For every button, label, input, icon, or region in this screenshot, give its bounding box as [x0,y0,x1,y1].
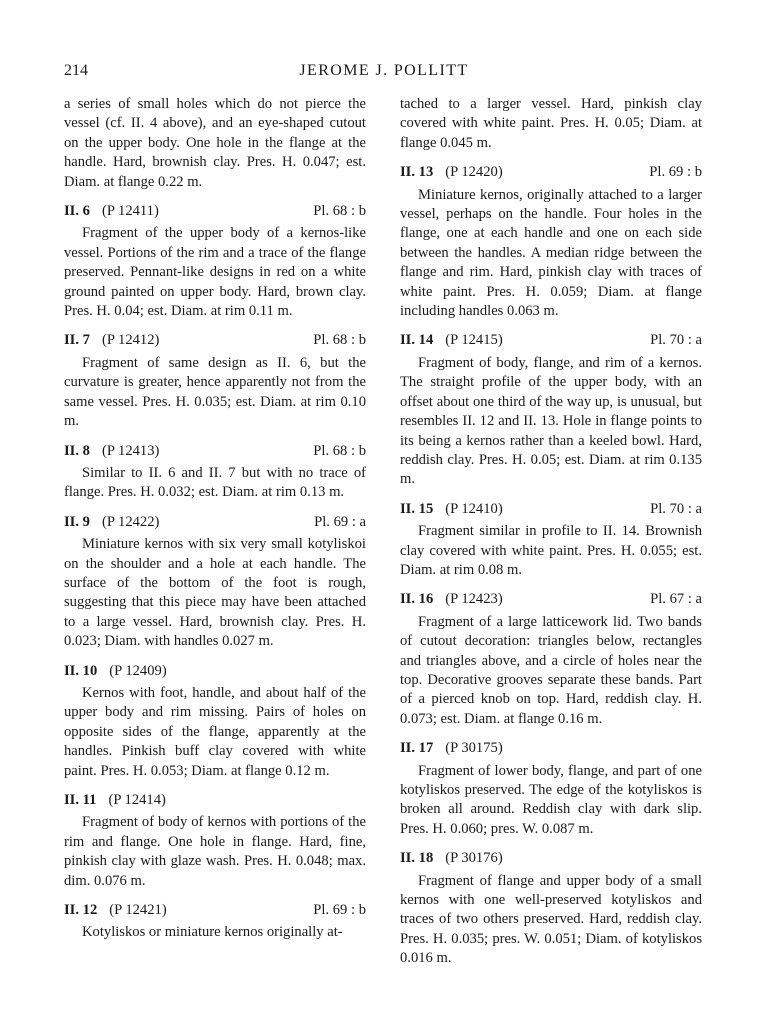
plate-reference: Pl. 69 : b [313,902,366,919]
inventory-number: (P 12413) [101,442,160,459]
continuation-text: a series of small holes which do not pierce the vessel (cf. II. 4 above), and an eye-shaped cutout on the upper body. One hole in the flange at the handle. Hard, brownish clay. Pres. H. 0.047; est. Diam. at flange 0.22 m. [64,96,366,190]
entry-number: II. 10 [64,662,98,679]
plate-reference: Pl. 68 : b [313,332,366,349]
entry-number: II. 12 [64,902,98,919]
entry-number: II. 7 [64,332,90,349]
entry-number: II. 18 [400,850,434,867]
plate-reference: Pl. 68 : b [313,203,366,220]
catalog-entry [400,739,702,839]
entry-heading [64,331,366,350]
inventory-number: (P 12411) [101,203,159,220]
plate-reference: Pl. 68 : b [313,442,366,459]
catalog-entry [64,513,366,652]
entry-number: II. 8 [64,442,90,459]
inventory-number: (P 12422) [101,513,160,530]
entry-description: Fragment of same design as II. 6, but the curvature is greater, hence apparently not from the same vessel. Pres. H. 0.035; est. Diam. at rim 0.10 m. [64,354,366,430]
inventory-number: (P 12410) [445,500,503,517]
inventory-number: (P 12412) [101,332,160,349]
running-title: JEROME J. POLLITT [299,62,469,79]
entry-description: Miniature kernos with six very small kotyliskoi on the shoulder and a hole at each handle. The surface of the bottom of the foot is rough, suggesting that this piece may have been attached to a large vessel. Hard, brownish clay. Pres. H. 0.023; Diam. with handles 0.027 m. [64,536,366,650]
catalog-entry [400,163,702,321]
catalog-entry [400,590,702,729]
inventory-number: (P 12420) [445,164,503,181]
entry-description: Fragment of body of kernos with portions of the rim and flange. One hole in flange. Hard, fine, pinkish clay with glaze wash. Pres. H. 0.048; max. dim. 0.076 m. [64,814,366,889]
inventory-number: (P 12414) [108,792,166,808]
plate-reference: Pl. 70 : a [650,332,702,349]
entry-number: II. 14 [400,332,434,349]
entry-heading [64,791,366,810]
entry-heading [64,513,366,532]
entry-heading [400,739,702,758]
entry-number: II. 6 [64,203,90,220]
running-head [64,62,704,86]
entry-description: Kernos with foot, handle, and about half of the upper body and rim missing. Pairs of holes on opposite sides of the flange, apparently at the handles. Pinkish buff clay covered with white paint. Pres. H. 0.053; Diam. at flange 0.12 m. [64,684,366,779]
inventory-number: (P 12409) [109,662,167,679]
entry-heading [400,590,702,609]
plate-reference: Pl. 69 : a [314,513,366,530]
catalog-entry [400,849,702,968]
inventory-number: (P 30175) [445,740,503,757]
inventory-number: (P 30176) [445,850,503,867]
entry-description: Fragment of a large latticework lid. Two bands of cutout decoration: triangles below, rectangles and triangles above, and a circle of holes near the top. Decorative grooves separate these bands. Part of a pierced knob on top. Hard, reddish clay. H. 0.073; est. Diam. at flange 0.16 m. [400,613,702,727]
catalog-entry [64,202,366,321]
entry-heading [400,500,702,519]
catalog-entry [64,791,366,891]
entry-number: II. 9 [64,513,90,530]
entry-description: Fragment of flange and upper body of a small kernos with one well-preserved kotyliskos and traces of two others preserved. Hard, reddish clay. Pres. H. 0.035; pres. W. 0.051; Diam. of kotyliskos 0.016 m. [400,872,702,967]
page-number: 214 [64,62,88,79]
entry-heading [64,202,366,221]
entry-heading [400,849,702,868]
catalog-entry [64,442,366,503]
right-column [400,95,702,979]
inventory-number: (P 12421) [109,902,167,919]
entry-number: II. 17 [400,740,434,757]
entry-description: Fragment similar in profile to II. 14. Brownish clay covered with white paint. Pres. H. 0.055; est. Diam. at rim 0.08 m. [400,523,702,578]
entry-description: Miniature kernos, originally attached to a larger vessel, perhaps on the handle. Four holes in the flange, one at each handle and one on each side between the handles. A median ridge between the flange and rim. Hard, pinkish clay with traces of white paint. Pres. H. 0.059; Diam. at flange including handles 0.063 m. [400,186,702,320]
catalog-entry [64,901,366,943]
catalog-entry [400,331,702,489]
plate-reference: Pl. 67 : a [650,591,702,608]
entry-number: II. 15 [400,500,434,517]
entry-description: Fragment of body, flange, and rim of a kernos. The straight profile of the upper body, with an offset about one third of the way up, is unusual, but resembles II. 12 and II. 13. Hole in flange points to its being a kernos rather than a keeled bowl. Hard, reddish clay. Pres. H. 0.05; est. Diam. at rim 0.135 m. [400,354,702,488]
catalog-entry [64,662,366,781]
entry-description: Kotyliskos or miniature kernos originally at- [82,924,343,941]
entry-heading [64,442,366,461]
entry-number: II. 16 [400,591,434,608]
inventory-number: (P 12415) [445,332,503,349]
entry-number: II. 13 [400,164,434,181]
plate-reference: Pl. 69 : b [649,164,702,181]
entry-heading [400,331,702,350]
entry-description: Fragment of lower body, flange, and part of one kotyliskos preserved. The edge of the kotyliskos is broken all around. Reddish clay with dark slip. Pres. H. 0.060; pres. W. 0.087 m. [400,762,702,837]
entry-heading [400,163,702,182]
inventory-number: (P 12423) [445,591,503,608]
plate-reference: Pl. 70 : a [650,500,702,517]
entry-heading [64,662,366,681]
left-column [64,95,366,953]
catalog-entry [64,331,366,431]
entry-description: Fragment of the upper body of a kernos-like vessel. Portions of the rim and a trace of the flange preserved. Pennant-like designs in red on a white ground painted on upper body. Hard, brown clay. Pres. H. 0.04; est. Diam. at rim 0.11 m. [64,225,366,320]
entry-heading [64,901,366,920]
entry-number: II. 11 [64,792,97,808]
catalog-entry [400,500,702,581]
continuation-text: tached to a larger vessel. Hard, pinkish clay covered with white paint. Pres. H. 0.05; Diam. at flange 0.045 m. [400,96,702,151]
entry-description: Similar to II. 6 and II. 7 but with no trace of flange. Pres. H. 0.032; est. Diam. at rim 0.13 m. [64,464,366,501]
